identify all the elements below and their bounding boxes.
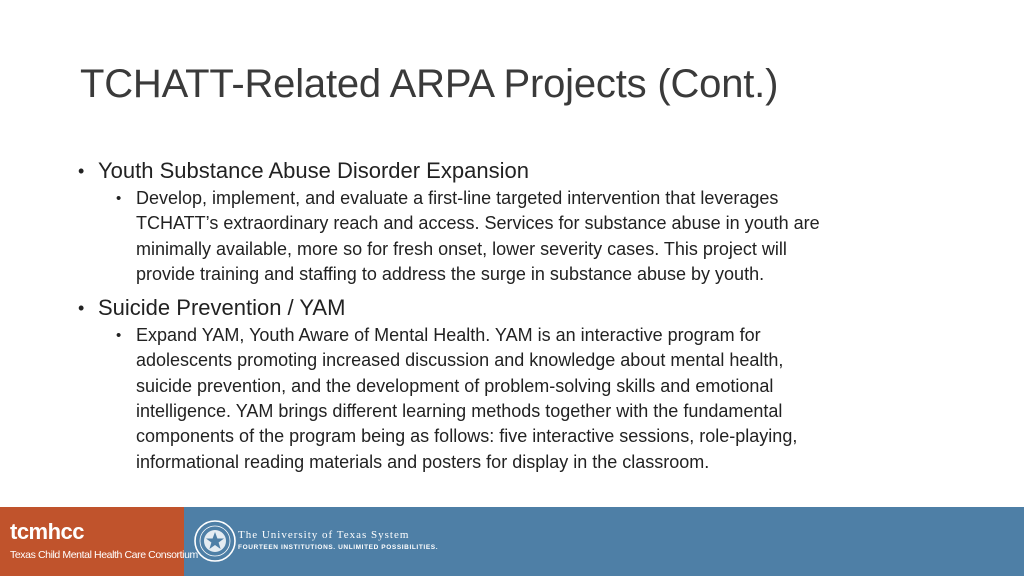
bullet-suicide-prevention: [78, 293, 958, 323]
ut-system-name: The University of Texas System: [238, 529, 410, 541]
tcmhcc-logo-block: [0, 507, 198, 576]
sub-bullet-glyph: •: [116, 190, 122, 207]
tcmhcc-logo-text: tcmhcc: [10, 519, 85, 544]
sub-bullet-line: components of the program being as follows: five interactive sessions, role-playing,: [136, 426, 798, 447]
footer-bar: [0, 507, 1024, 576]
sub-bullet-line: adolescents promoting increased discussion and knowledge about mental health,: [136, 350, 784, 371]
bullet-youth-substance-abuse: [78, 156, 958, 186]
ut-system-tagline: FOURTEEN INSTITUTIONS. UNLIMITED POSSIBILITIES.: [238, 544, 439, 551]
sub-bullet-line: suicide prevention, and the development of problem-solving skills and emotional: [136, 375, 774, 396]
sub-bullet-line: minimally available, more so for fresh onset, lower severity cases. This project will: [136, 238, 787, 259]
sub-bullet-line: Develop, implement, and evaluate a first-line targeted intervention that leverages: [136, 188, 779, 208]
bullet-heading: Suicide Prevention / YAM: [98, 295, 346, 321]
bullet-glyph: •: [78, 298, 85, 319]
slide-content: [78, 156, 958, 475]
slide-title: TCHATT-Related ARPA Projects (Cont.): [80, 62, 779, 106]
tcmhcc-subtitle: Texas Child Mental Health Care Consortium: [10, 549, 198, 561]
sub-bullet-line: intelligence. YAM brings different learning methods together with the fundamental: [136, 401, 783, 422]
ut-system-seal-icon: [193, 519, 237, 563]
bullet-heading: Youth Substance Abuse Disorder Expansion: [98, 158, 529, 183]
sub-bullet-youth-substance-abuse: [116, 186, 958, 287]
sub-bullet-suicide-prevention: [116, 323, 958, 475]
sub-bullet-line: provide training and staffing to address the surge in substance abuse by youth.: [136, 263, 765, 284]
bullet-glyph: •: [78, 161, 85, 181]
sub-bullet-glyph: •: [116, 327, 122, 345]
sub-bullet-line: Expand YAM, Youth Aware of Mental Health. YAM is an interactive program for: [136, 325, 761, 346]
sub-bullet-line: TCHATT’s extraordinary reach and access. Services for substance abuse in youth are: [136, 213, 820, 234]
sub-bullet-line: informational reading materials and posters for display in the classroom.: [136, 451, 710, 472]
